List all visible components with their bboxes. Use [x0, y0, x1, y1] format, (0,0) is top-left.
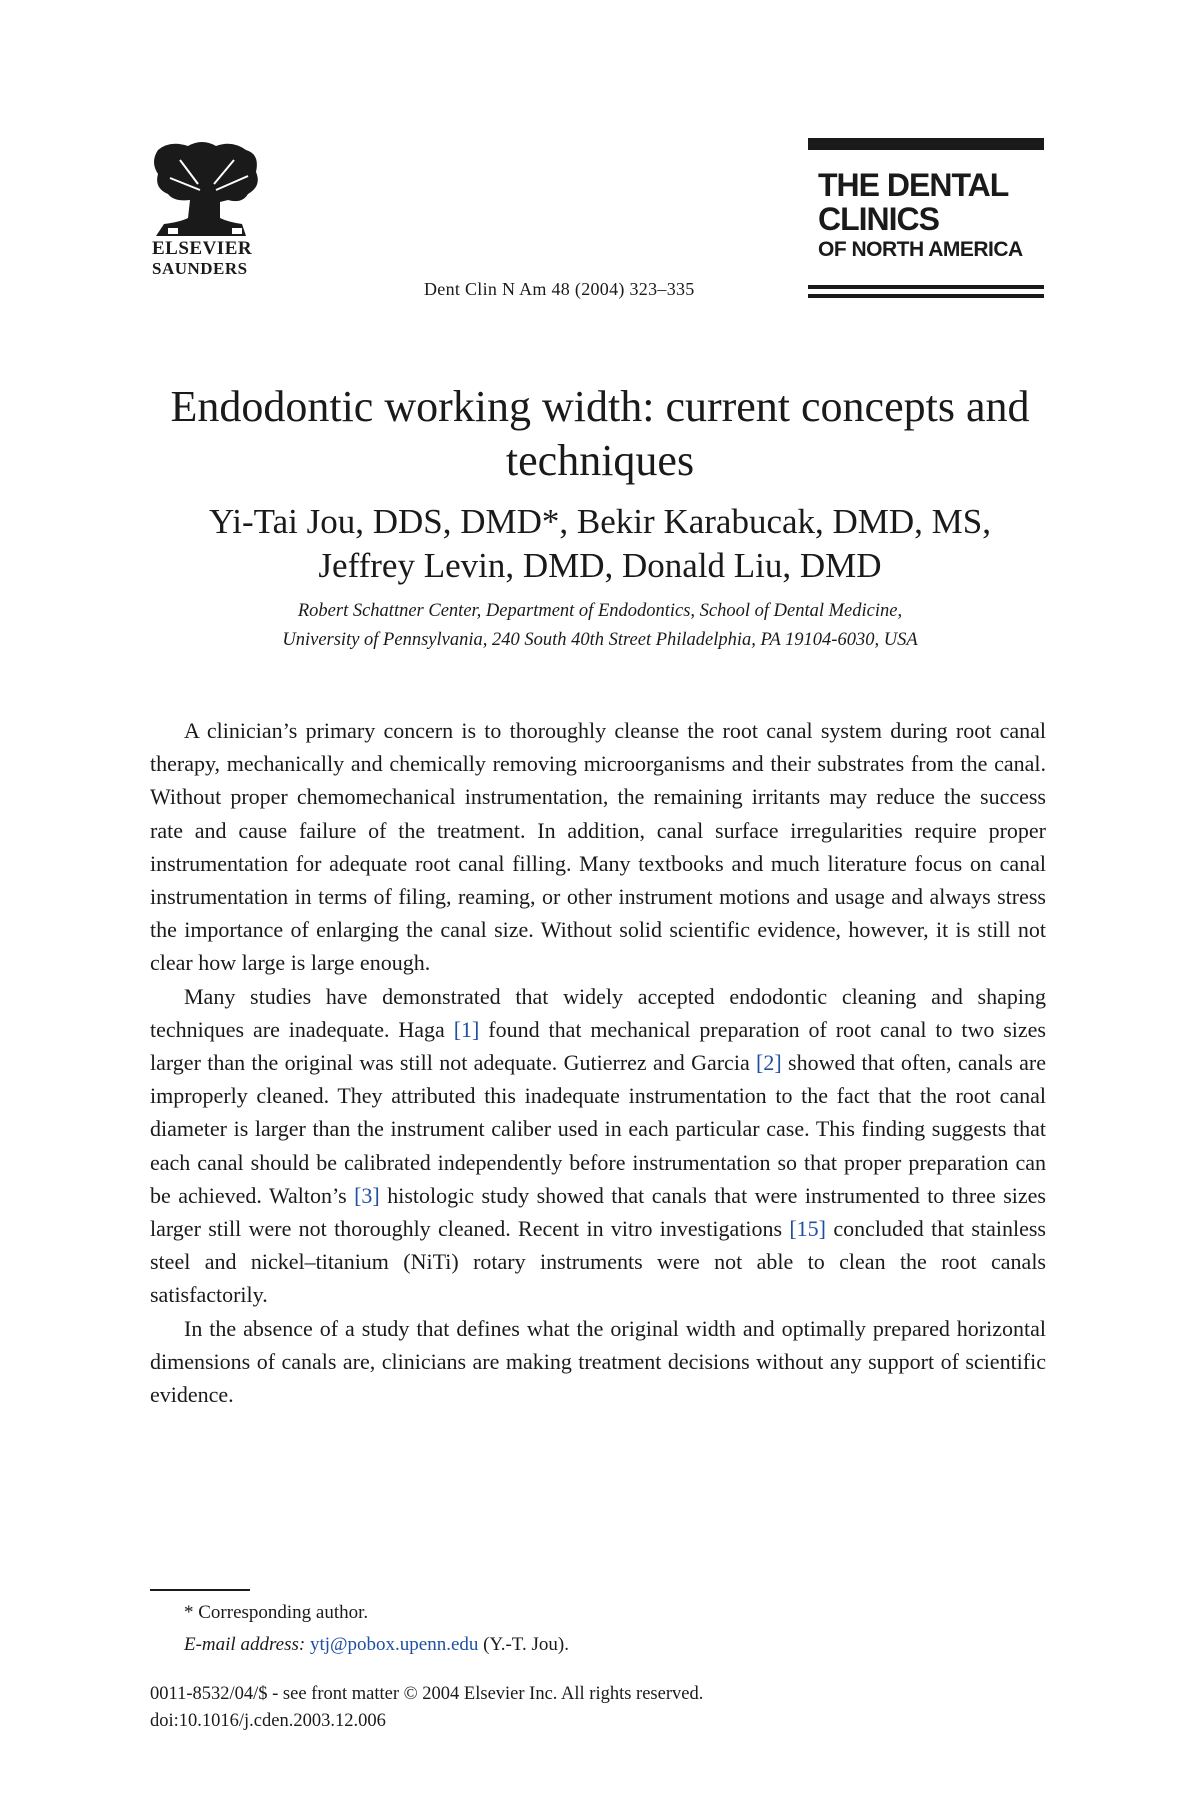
author-list [130, 500, 1070, 588]
tree-logo-icon [150, 138, 268, 238]
citation-link-15[interactable]: [15] [789, 1216, 827, 1242]
article-title: Endodontic working width: current concepts and techniques [170, 382, 1030, 485]
footnote-rule [150, 1589, 250, 1591]
body-text: showed that often, canals are improperly cleaned. They attributed this inadequate instrumentation to the fact that the root canal diameter is larger than the instrument caliber used in each particular case. This finding suggests that each canal should be calibrated independently before instrumentation so that proper preparation can be achieved. Walton’s [150, 1050, 1047, 1208]
journal-name [818, 168, 1023, 264]
journal-name-line1: THE DENTAL [818, 167, 1009, 203]
email-link[interactable]: ytj@pobox.upenn.edu [309, 1634, 479, 1655]
affiliation-line-2: University of Pennsylvania, 240 South 40th Street Philadelphia, PA 19104-6030, USA [282, 630, 918, 650]
email-footnote [184, 1633, 569, 1657]
author-affiliation [150, 597, 1050, 655]
body-text: Many studies have demonstrated that widely accepted endodontic cleaning and shaping techniques are inadequate. Haga [150, 983, 1046, 1042]
corresponding-author-note: * Corresponding author. [184, 1602, 369, 1623]
journal-name-line3: OF NORTH AMERICA [818, 238, 1023, 261]
author-line-1: Yi-Tai Jou, DDS, DMD*, Bekir Karabucak, DMD, MS, [208, 502, 992, 541]
journal-masthead [808, 138, 1044, 302]
journal-name-line2: CLINICS [818, 201, 939, 237]
doi-text: doi:10.1016/j.cden.2003.12.006 [150, 1711, 386, 1731]
body-paragraph-2 [150, 980, 1046, 1312]
email-label: E-mail address: [184, 1634, 306, 1655]
body-text: histologic study showed that canals that were instrumented to three sizes larger still were not thoroughly cleaned. Recent in vitro investigations [150, 1182, 1046, 1242]
elsevier-saunders-logo [150, 138, 268, 284]
masthead-bottom-rule [808, 285, 1044, 289]
article-body [150, 714, 1046, 1411]
author-line-2: Jeffrey Levin, DMD, Donald Liu, DMD [318, 546, 882, 585]
citation-link-1[interactable]: [1] [453, 1016, 480, 1042]
body-paragraph-3: In the absence of a study that defines what the original width and optimally prepared horizontal dimensions of canals are, clinicians are making treatment decisions without any support of scientific evidence. [150, 1315, 1046, 1408]
masthead-bottom-rule-2 [808, 294, 1044, 298]
copyright-notice: 0011-8532/04/$ - see front matter © 2004 Elsevier Inc. All rights reserved. [150, 1684, 704, 1704]
citation-link-2[interactable]: [2] [756, 1050, 782, 1076]
journal-citation: Dent Clin N Am 48 (2004) 323–335 [424, 279, 695, 299]
citation-link-3[interactable]: [3] [354, 1182, 380, 1208]
logo-text-elsevier: ELSEVIER [152, 238, 253, 259]
masthead-top-rule [808, 138, 1044, 150]
body-text: found that mechanical preparation of root canal to two sizes larger than the original was still not adequate. Gutierrez and Garcia [150, 1016, 1046, 1076]
email-suffix: (Y.-T. Jou). [478, 1634, 569, 1655]
logo-text-saunders: SAUNDERS [152, 259, 248, 278]
affiliation-line-1: Robert Schattner Center, Department of Endodontics, School of Dental Medicine, [297, 601, 903, 621]
body-text: concluded that stainless steel and nickel–titanium (NiTi) rotary instruments were not able to clean the root canals satisfactorily. [150, 1216, 1046, 1308]
body-paragraph-1: A clinician’s primary concern is to thoroughly cleanse the root canal system during root canal therapy, mechanically and chemically removing microorganisms and their substrates from the canal. Without proper chemomechanical instrumentation, the remaining irritants may reduce the success rate and cause failure of the treatment. In addition, canal surface irregularities require proper instrumentation for adequate root canal filling. Many textbooks and much literature focus on canal instrumentation in terms of filing, reaming, or other instrument motions and usage and always stress the importance of enlarging the canal size. Without solid scientific evidence, however, it is still not clear how large is large enough. [150, 718, 1046, 976]
